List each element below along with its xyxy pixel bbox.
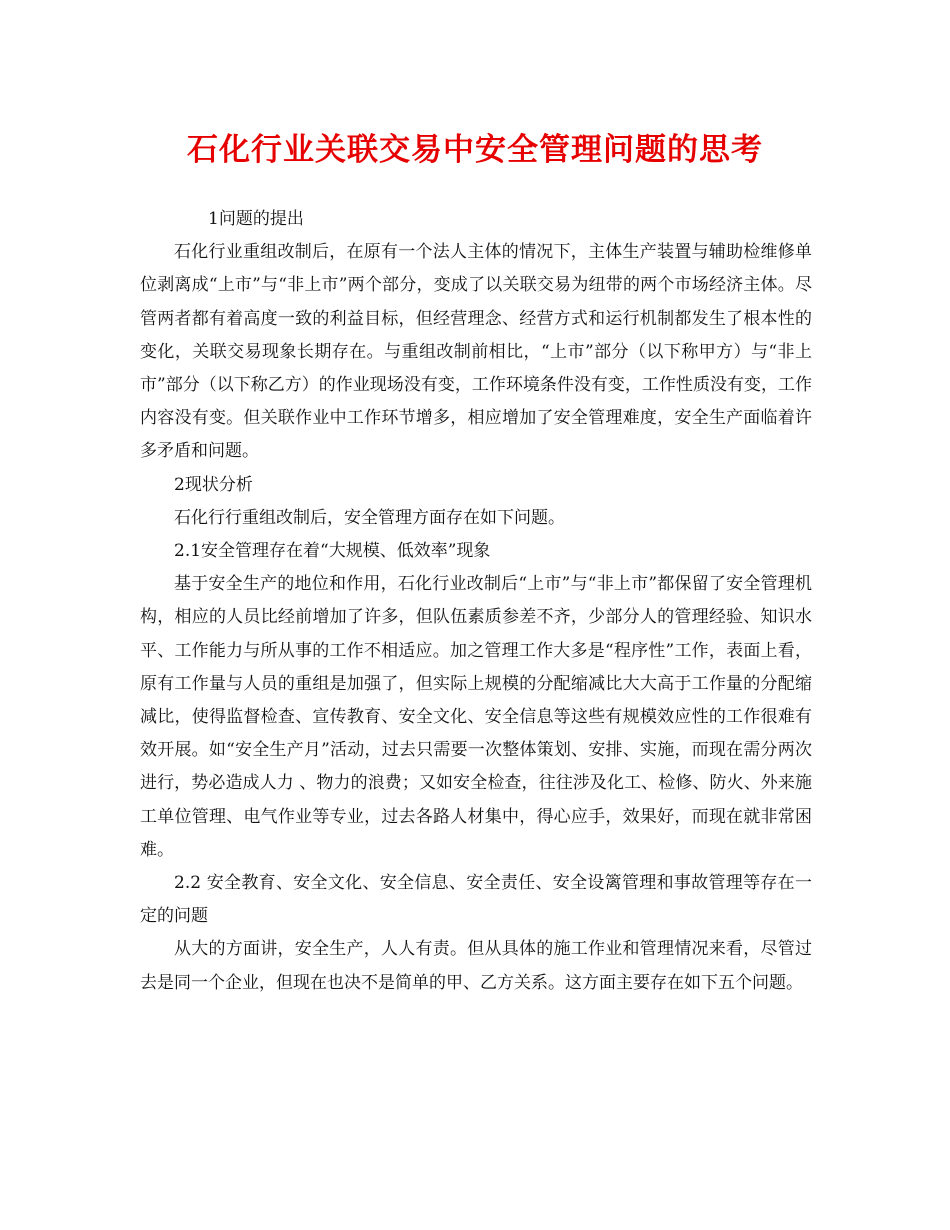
section-heading-1: 1问题的提出 [208, 209, 304, 229]
paragraph: 石化行业重组改制后，在原有一个法人主体的情况下，主体生产装置与辅助检维修单位剥离成“上市”与“非上市”两个部分，变成了以关联交易为纽带的两个市场经济主体。尽管两者都有着高度一致的利益目标，但经营理念、经营方式和运行机制都发生了根本性的变化，关联交易现象长期存在。与重组改制前相比，“上市”部分（以下称甲方）与“非上市”部分（以下称乙方）的作业现场没有变，工作环境条件没有变，工作性质没有变，工作内容没有变。但关联作业中工作环节增多，相应增加了安全管理难度，安全生产面临着许多矛盾和问题。 [140, 242, 812, 462]
paragraph: 石化行行重组改制后，安全管理方面存在如下问题。 [174, 507, 565, 528]
subsection-heading-2-1: 2.1安全管理存在着“大规模、低效率”现象 [174, 541, 491, 562]
paragraph: 从大的方面讲，安全生产，人人有责。但从具体的施工作业和管理情况来看，尽管过去是同一个企业，但现在也决不是简单的甲、乙方关系。这方面主要存在如下五个问题。 [140, 939, 812, 993]
subsection-heading-2-2: 2.2 安全教育、安全文化、安全信息、安全责任、安全设篱管理和事故管理等存在一定的问题 [140, 873, 812, 927]
paragraph: 基于安全生产的地位和作用，石化行业改制后“上市”与“非上市”都保留了安全管理机构，相应的人员比经前增加了许多，但队伍素质参差不齐，少部分人的管理经验、知识水平、工作能力与所从事的工作不相适应。加之管理工作大多是“程序性”工作，表面上看，原有工作量与人员的重组是加强了，但实际上规模的分配缩减比大大高于工作量的分配缩减比，使得监督检查、宣传教育、安全文化、安全信息等这些有规模效应性的工作很难有效开展。如“安全生产月”活动，过去只需要一次整体策划、安排、实施，而现在需分两次进行，势必造成人力 、物力的浪费；又如安全检查，往往涉及化工、检修、防火、外来施工单位管理、电气作业等专业，过去各路人材集中，得心应手，效果好，而现在就非常困难。 [140, 574, 812, 860]
document-body [140, 203, 812, 1000]
section-heading-2: 2现状分析 [174, 474, 253, 495]
document-title: 石化行业关联交易中安全管理问题的思考 [187, 132, 763, 168]
